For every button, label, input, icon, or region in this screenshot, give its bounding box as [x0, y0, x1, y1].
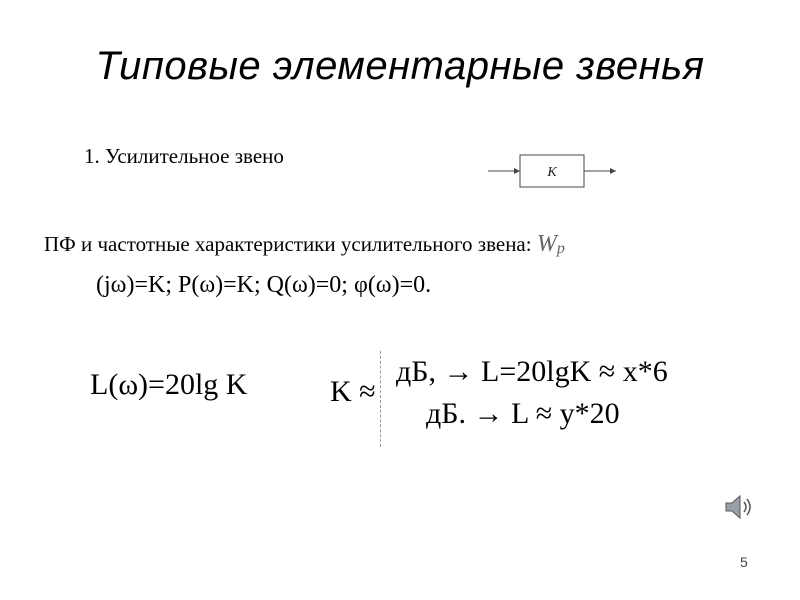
block-label: K — [547, 165, 557, 180]
slide-title: Типовые элементарные звенья — [95, 44, 705, 88]
approx-row-2: дБ. → L ≈ y*20 — [426, 397, 620, 430]
page-number: 5 — [740, 554, 748, 570]
amplifier-block-diagram — [488, 152, 618, 190]
k-approx: K ≈ — [330, 375, 376, 408]
frequency-characteristics-line: (jω)=K; P(ω)=K; Q(ω)=0; φ(ω)=0. — [96, 272, 432, 298]
para-text: ПФ и частотные характеристики усилительного звена: — [44, 232, 532, 256]
approximation-equations — [330, 345, 670, 455]
w-subscript: p — [556, 240, 565, 257]
transfer-function-text — [44, 226, 744, 303]
speaker-icon[interactable] — [722, 492, 756, 522]
approx-row-1: дБ, → L=20lgK ≈ x*6 — [396, 355, 668, 388]
brace-divider — [380, 351, 381, 447]
item-label: 1. Усилительное звено — [84, 144, 284, 168]
log-magnitude-equation: L(ω)=20lg K — [90, 368, 248, 401]
w-letter: W — [536, 231, 557, 257]
